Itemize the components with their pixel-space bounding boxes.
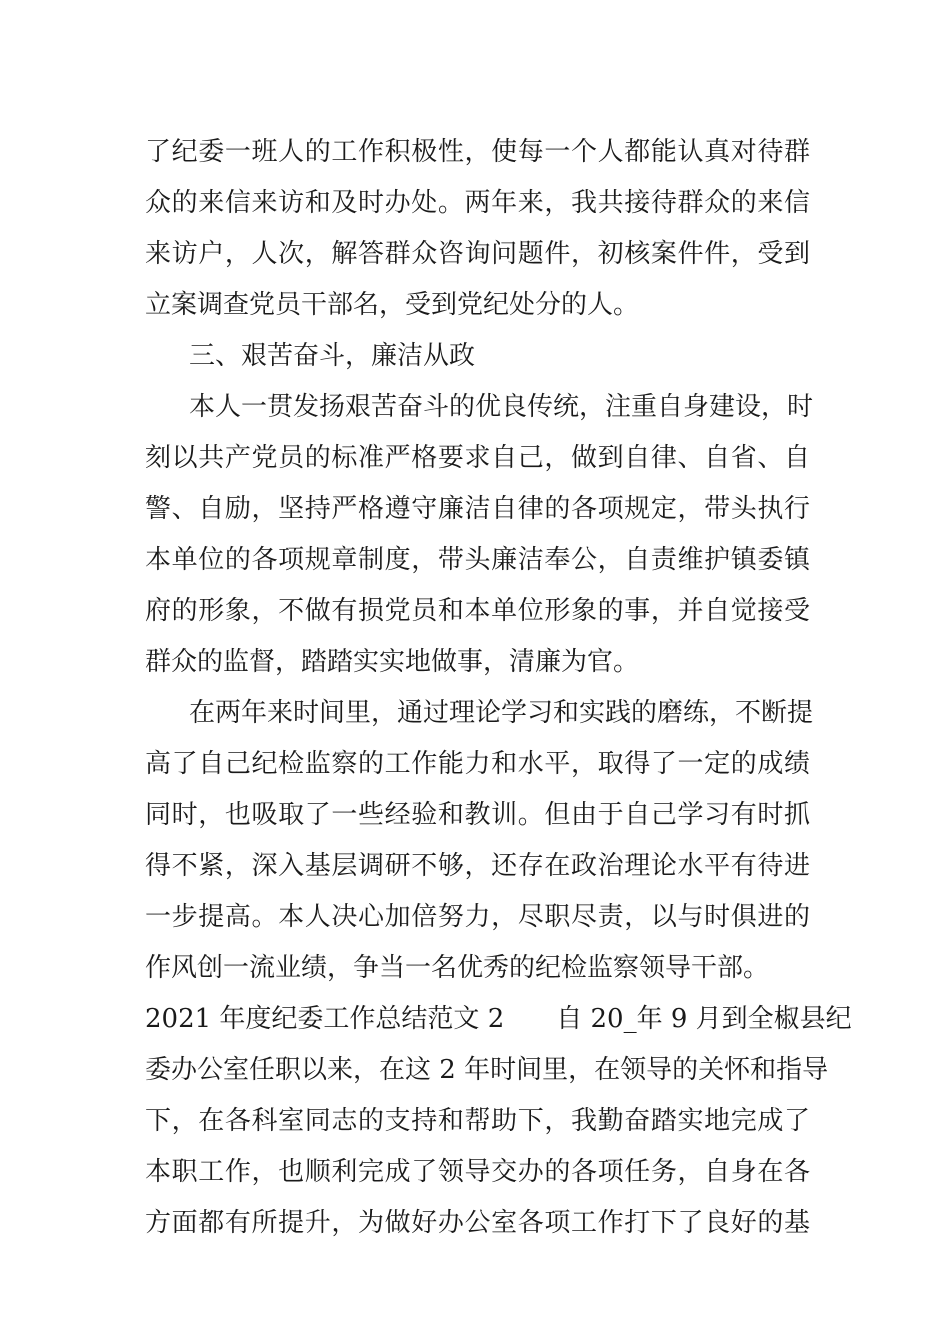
text-line-4: 立案调查党员干部名，受到党纪处分的人。 <box>145 290 640 320</box>
section-heading: 三、艰苦奋斗，廉洁从政 <box>189 341 476 371</box>
text-line-13: 高了自己纪检监察的工作能力和水平，取得了一定的成绩 <box>145 749 810 779</box>
text-line-20: 下，在各科室同志的支持和帮助下，我勤奋踏实地完成了 <box>145 1106 810 1136</box>
text-line-18: 2021 年度纪委工作总结范文 2 自 20_年 9 月到全椒县纪 <box>145 1004 852 1034</box>
text-line-8: 警、自励，坚持严格遵守廉洁自律的各项规定，带头执行 <box>145 494 810 524</box>
text-line-12: 在两年来时间里，通过理论学习和实践的磨练，不断提 <box>189 698 814 728</box>
text-line-9: 本单位的各项规章制度，带头廉洁奉公，自责维护镇委镇 <box>145 545 810 575</box>
text-line-21: 本职工作，也顺利完成了领导交办的各项任务，自身在各 <box>145 1157 810 1187</box>
text-line-22: 方面都有所提升，为做好办公室各项工作打下了良好的基 <box>145 1208 810 1238</box>
text-line-15: 得不紧，深入基层调研不够，还存在政治理论水平有待进 <box>145 851 810 881</box>
text-line-1: 了纪委一班人的工作积极性，使每一个人都能认真对待群 <box>145 137 810 167</box>
text-line-10: 府的形象，不做有损党员和本单位形象的事，并自觉接受 <box>145 596 810 626</box>
text-line-3: 来访户，人次，解答群众咨询问题件，初核案件件，受到 <box>145 239 810 269</box>
text-line-17: 作风创一流业绩，争当一名优秀的纪检监察领导干部。 <box>145 953 770 983</box>
text-line-14: 同时，也吸取了一些经验和教训。但由于自己学习有时抓 <box>145 800 810 830</box>
text-line-19: 委办公室任职以来，在这 2 年时间里，在领导的关怀和指导 <box>145 1055 829 1085</box>
text-line-16: 一步提高。本人决心加倍努力，尽职尽责，以与时俱进的 <box>145 902 810 932</box>
text-line-6: 本人一贯发扬艰苦奋斗的优良传统，注重自身建设，时 <box>189 392 814 422</box>
text-line-7: 刻以共产党员的标准严格要求自己，做到自律、自省、自 <box>145 443 810 473</box>
text-line-2: 众的来信来访和及时办处。两年来，我共接待群众的来信 <box>145 188 810 218</box>
document-body <box>145 127 852 1249</box>
text-line-11: 群众的监督，踏踏实实地做事，清廉为官。 <box>145 647 640 677</box>
